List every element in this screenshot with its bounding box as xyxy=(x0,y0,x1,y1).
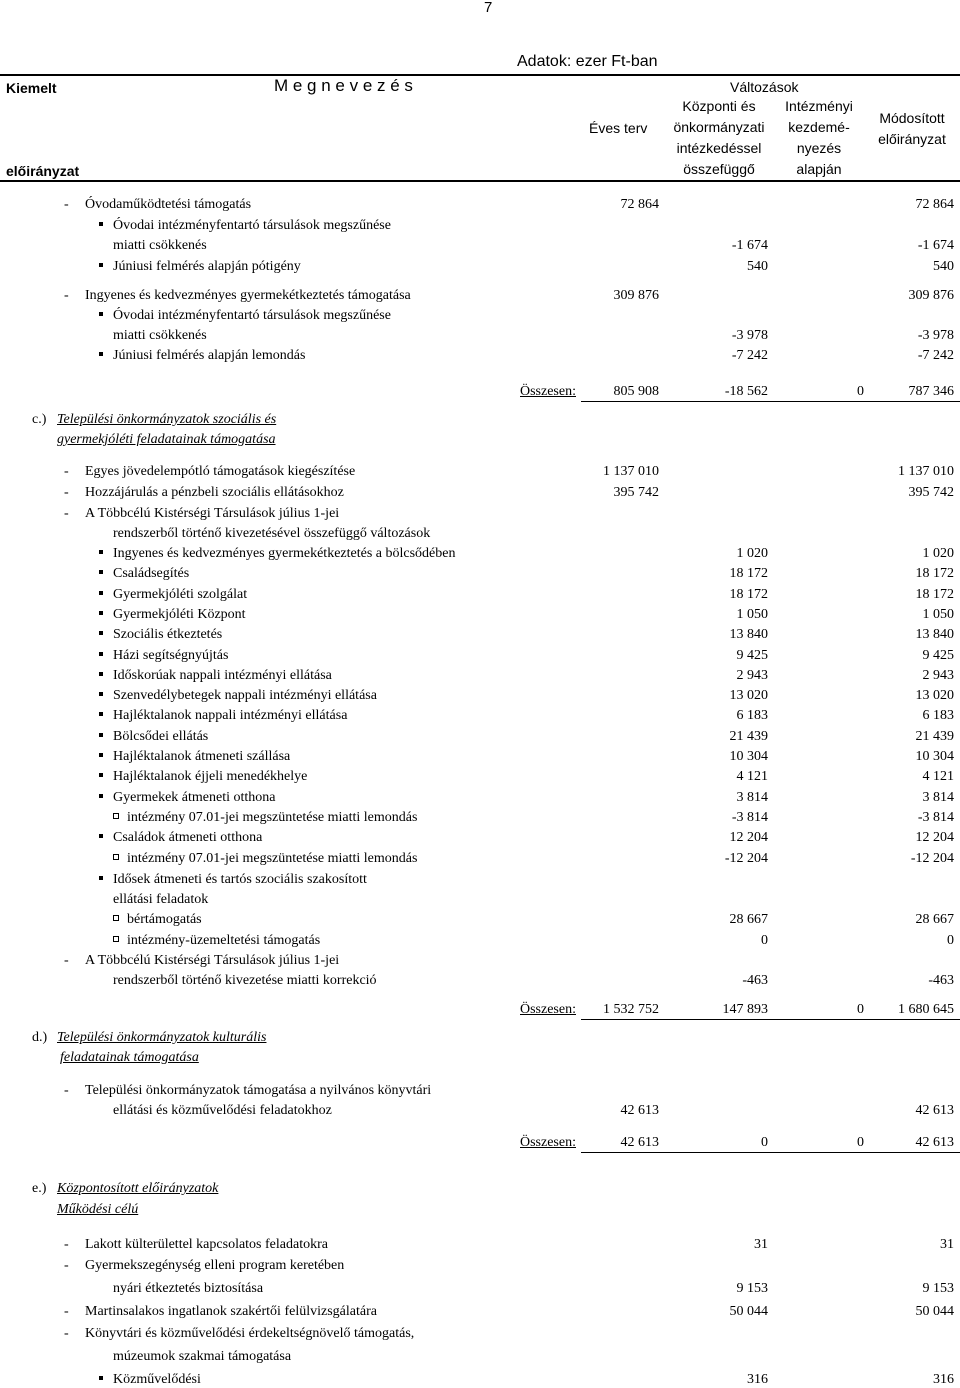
row-label: Martinsalakos ingatlanok szakértői felülvizsgálatára xyxy=(85,1304,377,1319)
row-label: múzeumok szakmai támogatása xyxy=(113,1349,292,1364)
value-kozp: -3 978 xyxy=(731,328,768,343)
dash-marker: - xyxy=(64,1237,69,1252)
row-label: miatti csökkenés xyxy=(113,328,207,343)
value-kozp: 1 020 xyxy=(736,546,768,561)
value-kozp: -463 xyxy=(742,973,768,988)
bullet-icon xyxy=(99,631,103,635)
row-label: Hajléktalanok átmeneti szállása xyxy=(99,749,290,765)
value-mod: 18 172 xyxy=(915,587,954,602)
bullet-icon xyxy=(99,222,103,226)
total-underline xyxy=(581,401,960,402)
dash-marker: - xyxy=(64,197,69,212)
row-label: rendszerből történő kivezetésével összefüggő változások xyxy=(113,526,431,541)
row-label: rendszerből történő kivezetése miatti korrekció xyxy=(113,973,377,988)
value-kozp: 31 xyxy=(754,1237,768,1252)
value-mod: -1 674 xyxy=(917,238,954,253)
row-label: Hozzájárulás a pénzbeli szociális ellátásokhoz xyxy=(85,485,344,500)
data-note: Adatok: ezer Ft-ban xyxy=(517,53,658,70)
bullet-icon xyxy=(99,794,103,798)
value-mod: 395 742 xyxy=(908,485,954,500)
dash-marker: - xyxy=(64,953,69,968)
value-mod: -12 204 xyxy=(910,851,954,866)
dash-marker: - xyxy=(64,464,69,479)
sub-bullet-icon xyxy=(113,854,119,860)
sub-bullet-icon xyxy=(113,936,119,942)
value-mod: 21 439 xyxy=(915,729,954,744)
dash-marker: - xyxy=(64,1258,69,1273)
value-eves: 42 613 xyxy=(620,1135,659,1150)
total-label: Összesen: xyxy=(520,1002,576,1017)
row-label: Szenvedélybetegek nappali intézményi ellátása xyxy=(99,688,377,704)
row-label: Ingyenes és kedvezményes gyermekétkeztetés támogatása xyxy=(85,288,411,303)
value-kozp: -18 562 xyxy=(724,384,768,399)
value-kozp: 9 153 xyxy=(736,1281,768,1296)
row-label: Családok átmeneti otthona xyxy=(99,830,262,846)
row-label: Hajléktalanok éjjeli menedékhelye xyxy=(99,769,307,785)
row-label: Szociális étkeztetés xyxy=(99,627,222,643)
value-mod: 10 304 xyxy=(915,749,954,764)
row-label: Óvodai intézményfentartó társulások megszűnése xyxy=(99,308,391,324)
bullet-icon xyxy=(99,352,103,356)
value-kozp: 13 020 xyxy=(729,688,768,703)
header-bottom-rule xyxy=(0,180,960,182)
bullet-icon xyxy=(99,263,103,267)
value-eves: 72 864 xyxy=(620,197,659,212)
value-eves: 395 742 xyxy=(613,485,659,500)
row-label: Lakott külterülettel kapcsolatos feladatokra xyxy=(85,1237,328,1252)
row-label: Házi segítségnyújtás xyxy=(99,648,228,664)
total-label: Összesen: xyxy=(520,384,576,399)
value-mod: 31 xyxy=(940,1237,954,1252)
value-mod: 13 020 xyxy=(915,688,954,703)
bullet-icon xyxy=(99,753,103,757)
value-mod: -3 978 xyxy=(917,328,954,343)
value-eves: 1 137 010 xyxy=(603,464,659,479)
value-kozp: -12 204 xyxy=(724,851,768,866)
header-eloiranyzat: előirányzat xyxy=(6,163,80,179)
bullet-icon xyxy=(99,672,103,676)
value-mod: 12 204 xyxy=(915,830,954,845)
row-label: Hajléktalanok nappali intézményi ellátása xyxy=(99,708,347,724)
value-mod: 540 xyxy=(933,259,954,274)
bullet-icon xyxy=(99,692,103,696)
value-kozp: 21 439 xyxy=(729,729,768,744)
value-kozp: 13 840 xyxy=(729,627,768,642)
value-kozp: 316 xyxy=(747,1372,768,1387)
total-label: Összesen: xyxy=(520,1135,576,1150)
bullet-icon xyxy=(99,550,103,554)
dash-marker: - xyxy=(64,288,69,303)
value-int: 0 xyxy=(857,1135,864,1150)
value-kozp: 0 xyxy=(761,933,768,948)
value-kozp: 147 893 xyxy=(722,1002,768,1017)
row-label: Júniusi felmérés alapján pótigény xyxy=(99,259,301,275)
bullet-icon xyxy=(99,611,103,615)
row-label: Könyvtári és közművelődési érdekeltségnövelő támogatás, xyxy=(85,1326,415,1341)
value-mod: -3 814 xyxy=(917,810,954,825)
header-valtozasok: Változások xyxy=(730,79,799,95)
value-eves: 309 876 xyxy=(613,288,659,303)
value-kozp: 1 050 xyxy=(736,607,768,622)
row-label: Gyermekek átmeneti otthona xyxy=(99,790,276,806)
value-int: 0 xyxy=(857,384,864,399)
total-underline xyxy=(581,1152,960,1153)
value-mod: 1 020 xyxy=(922,546,954,561)
row-label: Idősek átmeneti és tartós szociális szakosított xyxy=(99,872,367,888)
value-eves: 805 908 xyxy=(613,384,659,399)
value-eves: 42 613 xyxy=(620,1103,659,1118)
bullet-icon xyxy=(99,712,103,716)
row-label: A Többcélú Kistérségi Társulások július 1-jei xyxy=(85,506,340,521)
value-mod: 309 876 xyxy=(908,288,954,303)
row-label: Egyes jövedelempótló támogatások kiegészítése xyxy=(85,464,356,479)
value-kozp: 18 172 xyxy=(729,566,768,581)
value-mod: 316 xyxy=(933,1372,954,1387)
row-label: A Többcélú Kistérségi Társulások július 1-jei xyxy=(85,953,340,968)
value-mod: 1 137 010 xyxy=(898,464,954,479)
value-mod: 1 050 xyxy=(922,607,954,622)
header-eves-terv: Éves terv xyxy=(589,120,648,136)
bullet-icon xyxy=(99,1376,103,1380)
value-mod: -463 xyxy=(928,973,954,988)
row-label: Ingyenes és kedvezményes gyermekétkeztetés a bölcsődében xyxy=(99,546,455,562)
row-label: bértámogatás xyxy=(113,912,202,928)
row-label: ellátási feladatok xyxy=(113,892,209,907)
bullet-icon xyxy=(99,733,103,737)
value-kozp: 0 xyxy=(761,1135,768,1150)
dash-marker: - xyxy=(64,506,69,521)
row-label: nyári étkeztetés biztosítása xyxy=(113,1281,264,1296)
value-eves: 1 532 752 xyxy=(603,1002,659,1017)
dash-marker: - xyxy=(64,1326,69,1341)
bullet-icon xyxy=(99,876,103,880)
header-megnevezes: M e g n e v e z é s xyxy=(274,76,413,95)
value-kozp: 18 172 xyxy=(729,587,768,602)
value-mod: 6 183 xyxy=(922,708,954,723)
value-kozp: 12 204 xyxy=(729,830,768,845)
value-mod: 18 172 xyxy=(915,566,954,581)
value-mod: 9 153 xyxy=(922,1281,954,1296)
value-mod: 3 814 xyxy=(922,790,954,805)
value-mod: 4 121 xyxy=(922,769,954,784)
dash-marker: - xyxy=(64,1083,69,1098)
row-label: Családsegítés xyxy=(99,566,189,582)
value-mod: 42 613 xyxy=(915,1135,954,1150)
value-kozp: -3 814 xyxy=(731,810,768,825)
value-mod: 0 xyxy=(947,933,954,948)
row-label: Óvodai intézményfentartó társulások megszűnése xyxy=(99,218,391,234)
header-top-rule xyxy=(0,74,960,76)
value-kozp: 9 425 xyxy=(736,648,768,663)
row-label: Gyermekszegénység elleni program keretében xyxy=(85,1258,345,1273)
row-label: Bölcsődei ellátás xyxy=(99,729,208,745)
bullet-icon xyxy=(99,312,103,316)
row-label: ellátási és közművelődési feladatokhoz xyxy=(113,1103,332,1118)
value-kozp: 28 667 xyxy=(729,912,768,927)
total-underline xyxy=(581,1019,960,1020)
value-kozp: 540 xyxy=(747,259,768,274)
dash-marker: - xyxy=(64,1304,69,1319)
row-label: intézmény 07.01-jei megszüntetése miatti lemondás xyxy=(113,810,417,826)
row-label: intézmény-üzemeltetési támogatás xyxy=(113,933,320,949)
row-label: miatti csökkenés xyxy=(113,238,207,253)
value-mod: 9 425 xyxy=(922,648,954,663)
value-kozp: -1 674 xyxy=(731,238,768,253)
bullet-icon xyxy=(99,652,103,656)
bullet-icon xyxy=(99,773,103,777)
value-mod: 1 680 645 xyxy=(898,1002,954,1017)
value-mod: -7 242 xyxy=(917,348,954,363)
value-kozp: 10 304 xyxy=(729,749,768,764)
value-kozp: 50 044 xyxy=(729,1304,768,1319)
row-label: Óvodaműködtetési támogatás xyxy=(85,197,252,212)
value-kozp: 3 814 xyxy=(736,790,768,805)
dash-marker: - xyxy=(64,485,69,500)
bullet-icon xyxy=(99,591,103,595)
row-label: Júniusi felmérés alapján lemondás xyxy=(99,348,305,364)
value-kozp: 4 121 xyxy=(736,769,768,784)
row-label: intézmény 07.01-jei megszüntetése miatti lemondás xyxy=(113,851,417,867)
value-kozp: 6 183 xyxy=(736,708,768,723)
sub-bullet-icon xyxy=(113,813,119,819)
row-label: Gyermekjóléti Központ xyxy=(99,607,246,623)
row-label: Települési önkormányzatok támogatása a nyilvános könyvtári xyxy=(85,1083,432,1098)
value-int: 0 xyxy=(857,1002,864,1017)
value-mod: 72 864 xyxy=(915,197,954,212)
value-mod: 42 613 xyxy=(915,1103,954,1118)
row-label: Közművelődési xyxy=(99,1372,201,1388)
value-kozp: -7 242 xyxy=(731,348,768,363)
bullet-icon xyxy=(99,570,103,574)
value-mod: 28 667 xyxy=(915,912,954,927)
page-number: 7 xyxy=(484,0,493,16)
header-kiemelt: Kiemelt xyxy=(6,80,57,96)
value-mod: 50 044 xyxy=(915,1304,954,1319)
row-label: Időskorúak nappali intézményi ellátása xyxy=(99,668,332,684)
sub-bullet-icon xyxy=(113,915,119,921)
row-label: Gyermekjóléti szolgálat xyxy=(99,587,247,603)
value-kozp: 2 943 xyxy=(736,668,768,683)
value-mod: 2 943 xyxy=(922,668,954,683)
bullet-icon xyxy=(99,834,103,838)
value-mod: 787 346 xyxy=(908,384,954,399)
value-mod: 13 840 xyxy=(915,627,954,642)
